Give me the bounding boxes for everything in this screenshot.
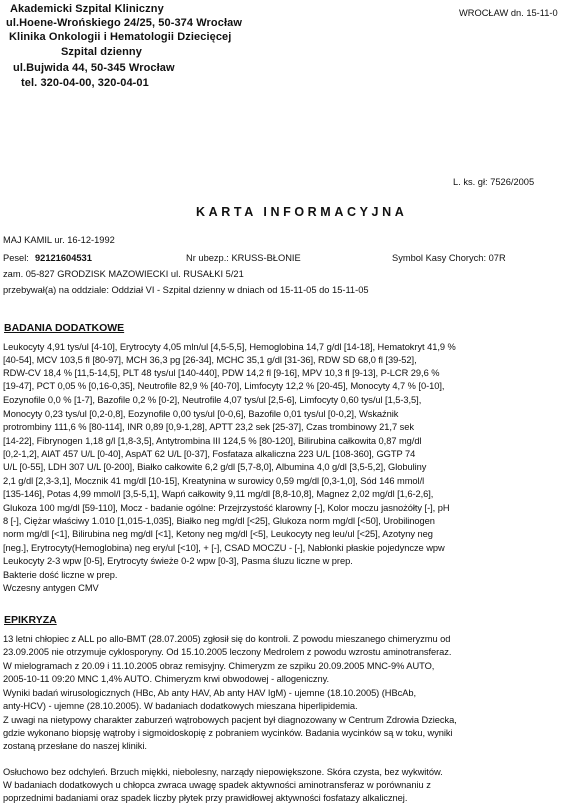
badania-line: Monocyty 0,23 tys/ul [0,2-0,8], Eozynofile 0,00 tys/ul [0-0,6], Bazofile 0,01 tys/ul [0-0,2], Wskaźnik [3,409,399,419]
badania-line: [19-47], PCT 0,05 % [0,16-0,35], Neutrofile 82,9 % [40-70], Limfocyty 12,2 % [20-45], Monocyty 4,7 % [0-10], [3,381,445,391]
badania-line: RDW-CV 18,4 % [11,5-14,5], PLT 48 tys/ul [140-440], PDW 14,2 fl [9-16], MPV 10,3 fl [9-13], P-LCR 29,6 % [3,368,440,378]
badania-line: Bakterie dość liczne w prep. [3,570,118,580]
badania-line: [0,2-1,2], AlAT 457 U/L [0-40], AspAT 62 U/L [0-37], Fosfataza alkaliczna 223 U/L [108-360], GGTP 74 [3,449,416,459]
epikryza-heading: EPIKRYZA [4,614,57,626]
badania-line: Leukocyty 2-3 wpw [0-5], Erytrocyty świeże 0-2 wpw [0-3], Pasma śluzu liczne w prep. [3,556,353,566]
pesel-label: Pesel: [3,253,29,263]
patient-address: zam. 05-827 GRODZISK MAZOWIECKI ul. RUSAŁKI 5/21 [3,269,244,279]
epikryza-line: Z uwagi na nietypowy charakter zaburzeń wątrobowych pacjent był diagnozowany w Centrum Zdrowia Dziecka, [3,715,457,725]
badania-line: [neg.], Erytrocyty(Hemoglobina) neg ery/ul [<10], + [-], CSAD MOCZU - [-], Nabłonki płaskie pojedyncze wpw [3,543,445,553]
badania-line: Leukocyty 4,91 tys/ul [4-10], Erytrocyty 4,05 mln/ul [4,5-5,5], Hemoglobina 14,7 g/dl [14-18], Hematokryt 41,9 % [3,342,456,352]
insurance-number: Nr ubezp.: KRUSS-BŁONIE [186,253,301,263]
badania-line: [135-146], Potas 4,99 mmol/l [3,5-5,1], Wapń całkowity 9,11 mg/dl [8,8-10,8], Magnez 2,02 mg/dl [1,6-2,6], [3,489,434,499]
hospital-address: ul.Hoene-Wrońskiego 24/25, 50-374 Wrocław [6,17,242,29]
epikryza-line: Osłuchowo bez odchyleń. Brzuch miękki, niebolesny, narządy niepowiększone. Skóra czysta, bez wykwitów. [3,767,443,777]
insurance-fund: Symbol Kasy Chorych: 07R [392,253,506,263]
epikryza-line: 2005-10-11 09:20 MNC 1,4% AUTO. Chimeryzm krwi obwodowej - allogeniczny. [3,674,330,684]
epikryza-line: Wyniki badań wirusologicznych (HBc, Ab anty HAV, Ab anty HAV IgM) - ujemne (18.10.2005) (HBcAb, [3,688,417,698]
badania-line: 2,1 g/dl [2,3-3,1], Mocznik 41 mg/dl [10-15], Kreatynina w surowicy 0,59 mg/dl [0,3-1,0], Sód 146 mmol/l [3,476,425,486]
epikryza-line: 23.09.2005 nie otrzymuje cyklosporyny. Od 15.10.2005 leczony Medrolem z powodu wzrostu aminotransferaz. [3,647,452,657]
stay-period: przebywał(a) na oddziale: Oddział VI - Szpital dzienny w dniach od 15-11-05 do 15-11-05 [3,285,369,295]
clinic-name: Klinika Onkologii i Hematologii Dziecięcej [9,31,232,43]
epikryza-line: W mielogramach z 20.09 i 11.10.2005 obraz remisyjny. Chimeryzm ze szpiku 20.09.2005 MNC-9% AUTO, [3,661,435,671]
ward-name: Szpital dzienny [61,46,142,58]
badania-line: Eozynofile 0,0 % [1-7], Bazofile 0,2 % [0-2], Neutrofile 4,07 tys/ul [2,5-6], Limfocyty 0,60 tys/ul [1,5-3,5], [3,395,422,405]
badania-line: norm mg/dl [<1], Bilirubina neg mg/dl [<1], Ketony neg mg/dl [<5], Leukocyty neg leu/ul [<25], Azotyny neg [3,529,433,539]
document-title: KARTA INFORMACYJNA [196,205,408,219]
ks-gl-number: L. ks. gł: 7526/2005 [453,177,535,187]
epikryza-line: zostaną przesłane do naszej kliniki. [3,741,147,751]
epikryza-line: gdzie wykonano biopsję wątroby i sigmoidoskopię z pobraniem wycinków. Badania wycinków są w toku, wyniki [3,728,453,738]
patient-name-birth: MAJ KAMIL ur. 16-12-1992 [3,235,115,245]
badania-heading: BADANIA DODATKOWE [4,322,125,334]
badania-line: Wczesny antygen CMV [3,583,99,593]
place-date: WROCŁAW dn. 15-11-0 [459,8,558,18]
badania-line: Glukoza 100 mg/dl [59-110], Mocz - badanie ogólne: Przejrzystość klarowny [-], Kolor moczu jasnożółty [-], pH [3,503,450,513]
badania-line: 8 [-], Ciężar właściwy 1.010 [1,015-1,035], Białko neg mg/dl [<25], Glukoza norm mg/dl [<50], Urobilinogen [3,516,435,526]
epikryza-line: 13 letni chłopiec z ALL po allo-BMT (28.07.2005) zgłosił się do kontroli. Z powodu mieszanego chimeryzmu od [3,634,451,644]
badania-line: [14-22], Fibrynogen 1,18 g/l [1,8-3,5], Antytrombina III 124,5 % [80-120], Bilirubina całkowita 0,87 mg/dl [3,436,422,446]
phone-numbers: tel. 320-04-00, 320-04-01 [21,77,149,89]
epikryza-line: poprzednimi badaniami oraz spadek liczby płytek przy prawidłowej aktywności fosfatazy alkalicznej. [3,793,408,803]
badania-line: U/L [0-55], LDH 307 U/L [0-200], Białko całkowite 6,2 g/dl [5,7-8,0], Albumina 4,0 g/dl [3,5-5,2], Globuliny [3,462,427,472]
badania-line: protrombiny 111,6 % [80-114], INR 0,89 [0,9-1,28], APTT 23,2 sek [25-37], Czas trombinowy 21,7 sek [3,422,414,432]
epikryza-line: W badaniach dodatkowych u chłopca zwraca uwagę spadek aktywności aminotransferaz w porównaniu z [3,780,431,790]
pesel-value: 92121604531 [35,253,92,263]
hospital-name: Akademicki Szpital Kliniczny [10,3,164,15]
badania-line: [40-54], MCV 103,5 fl [80-97], MCH 36,3 pg [26-34], MCHC 35,1 g/dl [31-36], RDW SD 68,0 fl [39-52], [3,355,417,365]
epikryza-line: anty-HCV) - ujemne (28.10.2005). W badaniach dodatkowych mieszana hiperlipidemia. [3,701,358,711]
ward-address: ul.Bujwida 44, 50-345 Wrocław [13,62,175,74]
